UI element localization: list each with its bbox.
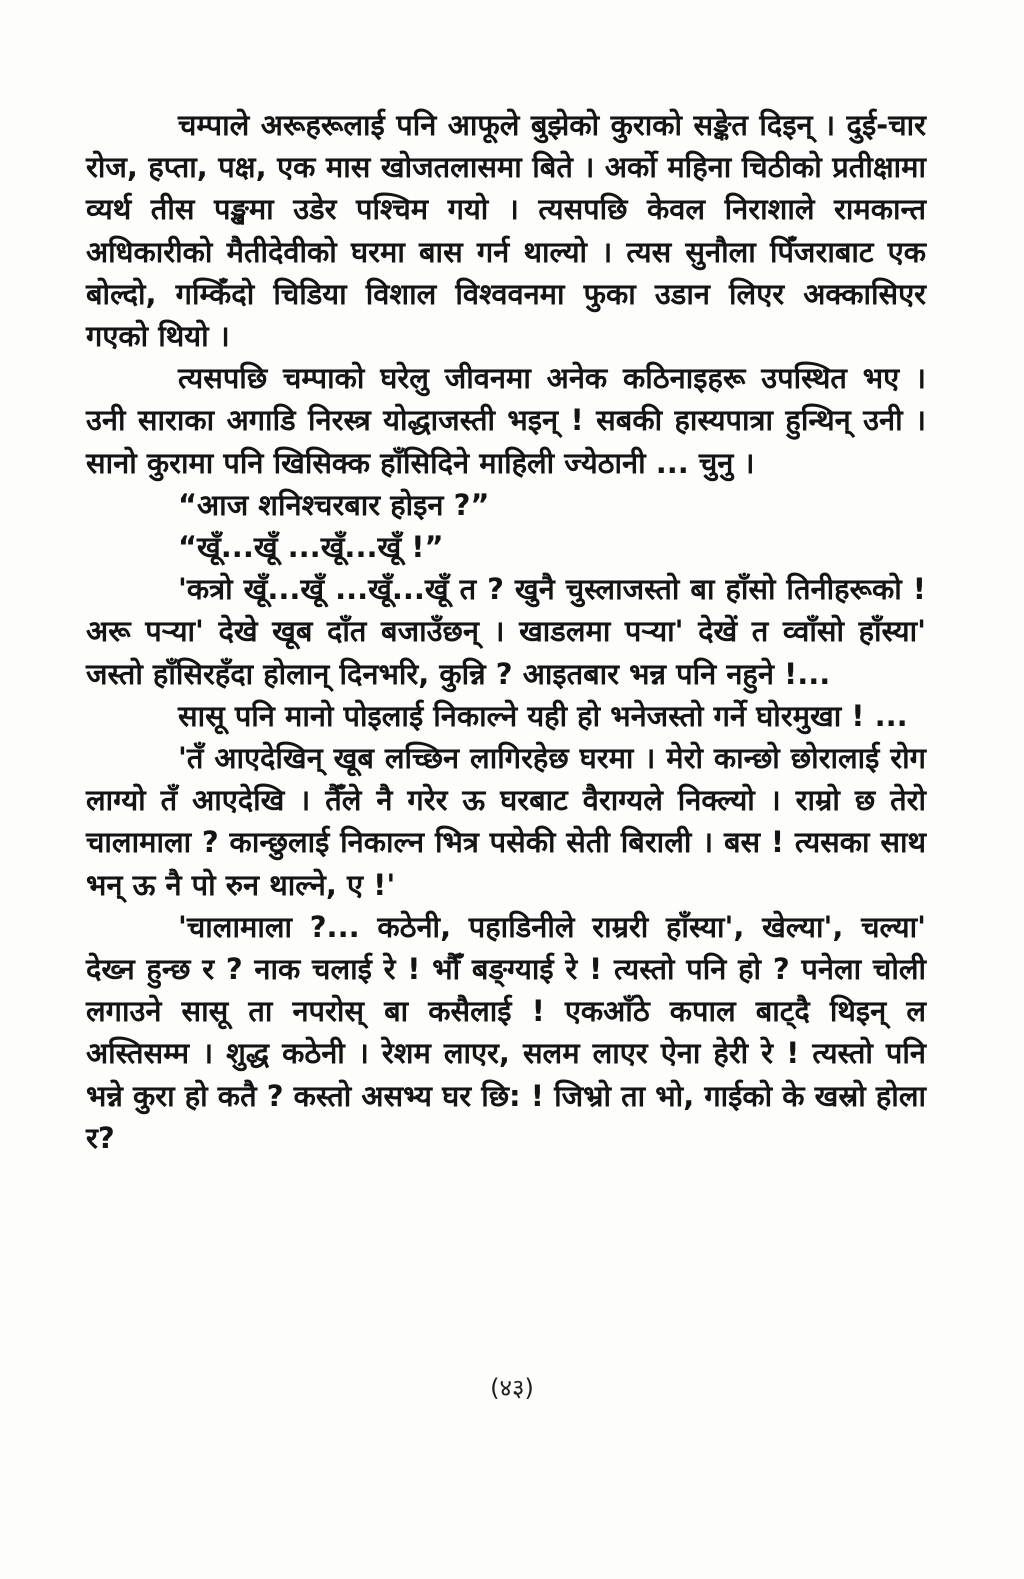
paragraph-4: सासू पनि मानो पोइलाई निकाल्ने यही हो भनेजस्तो गर्ने घोरमुखा ! ... <box>178 698 908 733</box>
paragraph-6: 'चालामाला ?... कठेनी, पहाडिनीले राम्ररी हाँस्या', खेल्या', चल्या' देख्न हुन्छ र ? नाक चलाई रे ! भौँ बङ्ग्याई रे ! त्यस्तो पनि हो ? पनेला चोली लगाउने सासू ता नपरोस् बा कसैलाई ! एकआँठे कपाल बाट्दै थिइन् ल अस्तिसम्म । शुद्ध कठेनी । रेशम लाएर, सलम लाएर ऐना हेरी रे ! त्यस्तो पनि भन्ने कुरा हो कतै ? कस्तो असभ्य घर छि: ! जिभ्रो ता भो, गाईको के खस्रो होला र? <box>86 909 926 1155</box>
paragraph-1: चम्पाले अरूहरूलाई पनि आफूले बुझेको कुराको सङ्केत दिइन् । दुई-चार रोज, हप्ता, पक्ष, एक मास खोजतलासमा बिते । अर्को महिना चिठीको प्रतीक्षामा व्यर्थ तीस पङ्खमा उडेर पश्चिम गयो । त्यसपछि केवल निराशाले रामकान्त अधिकारीको मैतीदेवीको घरमा बास गर्न थाल्यो । त्यस सुनौला पिँजराबाट एक बोल्दो, गम्किँदो चिडिया विशाल विश्ववनमा फुका उडान लिएर अक्कासिएर गएको थियो । <box>86 108 926 354</box>
paragraph-2: त्यसपछि चम्पाको घरेलु जीवनमा अनेक कठिनाइहरू उपस्थित भए । उनी साराका अगाडि निरस्त्र योद्धाजस्ती भइन् ! सबकी हास्यपात्रा हुन्थिन् उनी । सानो कुरामा पनि खिसिक्क हाँसिदिने माहिली ज्येठानी ... चुनु । <box>86 361 926 480</box>
paragraph-5: 'तँ आएदेखिन् खूब लच्छिन लागिरहेछ घरमा । मेरो कान्छो छोरालाई रोग लाग्यो तँ आएदेखि । तैँले नै गरेर ऊ घरबाट वैराग्यले निक्ल्यो । राम्रो छ तेरो चालामाला ? कान्छुलाई निकाल्न भित्र पसेकी सेती बिराली । बस ! त्यसका साथ भन् ऊ नै पो रुन थाल्ने, ए !' <box>86 741 926 902</box>
page-number: (४३) <box>490 1374 534 1402</box>
page-body-text <box>86 104 926 1159</box>
dialogue-line-1: “आज शनिश्चरबार होइन ?” <box>178 487 490 522</box>
dialogue-line-2: “खूँ...खूँ ...खूँ...खूँ !” <box>178 530 444 565</box>
paragraph-3: 'कत्रो खूँ...खूँ ...खूँ...खूँ त ? खुनै चुस्लाजस्तो बा हाँसो तिनीहरूको ! अरू पऱ्या' देखे खूब दाँत बजाउँछन् । खाडलमा पऱ्या' देखें त व्वाँसो हाँस्या' जस्तो हाँसिरहँदा होलान् दिनभरि, कुन्नि ? आइतबार भन्न पनि नहुने !... <box>86 572 926 691</box>
